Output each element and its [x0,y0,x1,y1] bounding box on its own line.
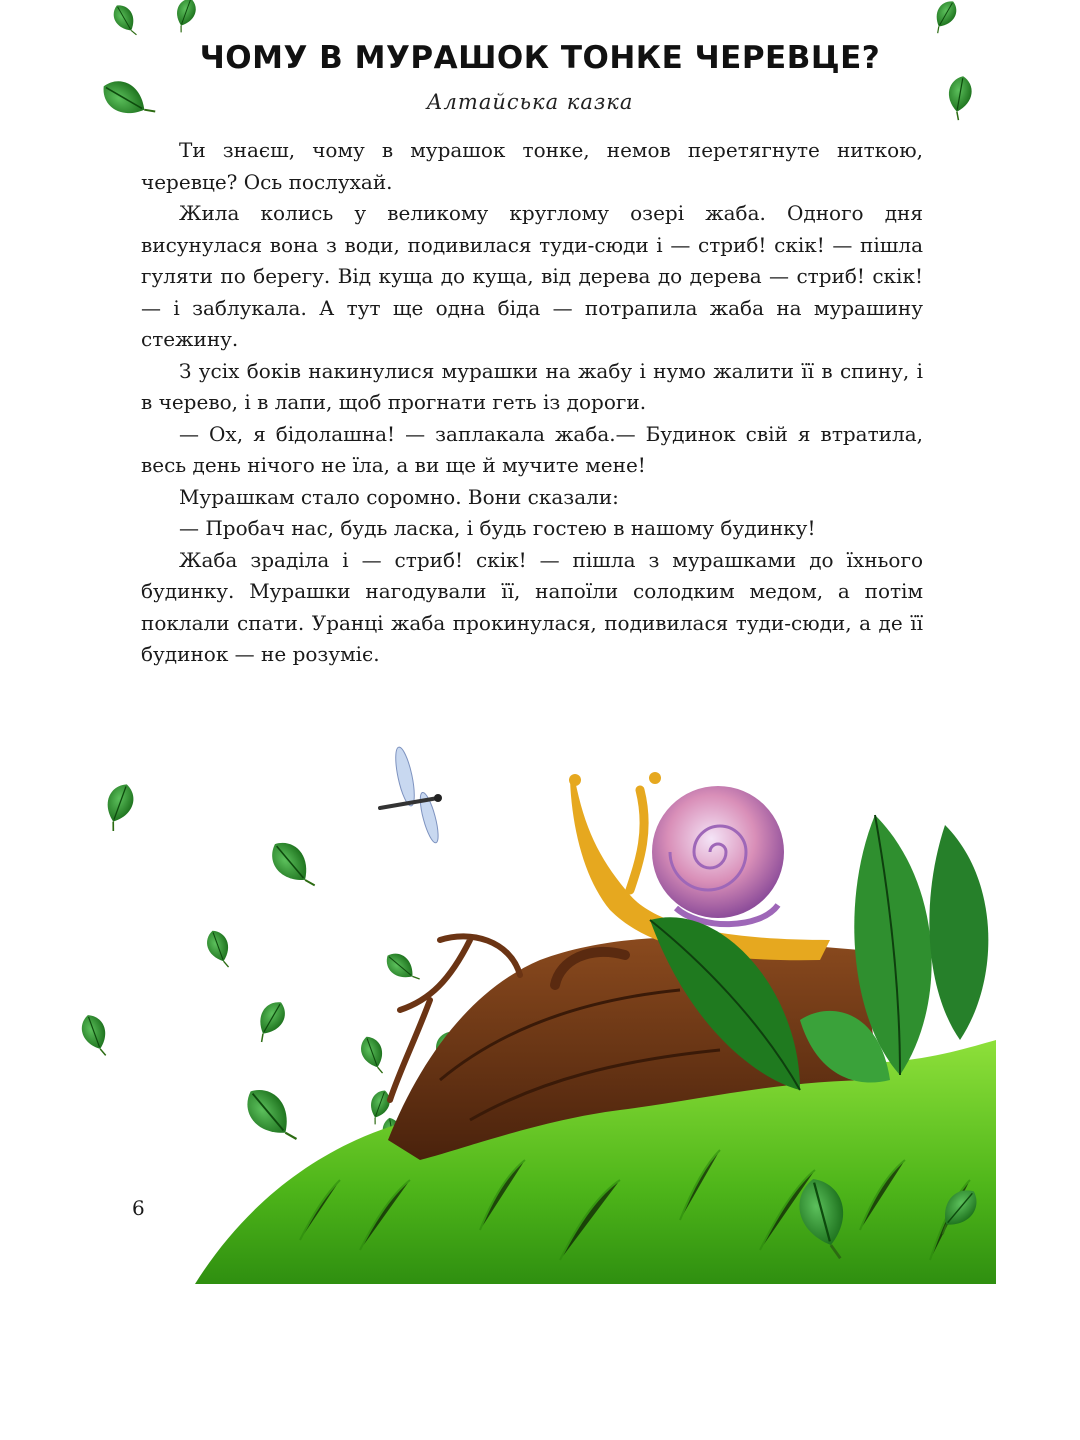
paragraph: Ти знаєш, чому в мурашок тонке, немов перетягнуте ниткою, черевце? Ось послухай. [141,138,923,194]
dragonfly-icon [380,746,442,845]
page-number: 6 [132,1196,145,1220]
story-text [141,135,923,671]
paragraph: Мурашкам стало соромно. Вони сказали: [179,484,619,509]
paragraph: Жила колись у великому круглому озері жаба. Одного дня висунулася вона з води, подивилася туди-сюди і — стриб! скік! — пішла гуляти по берегу. Від куща до куща, від дерева до дерева — стриб! скік! — і заблукала. А тут ще одна біда — потрапила жаба на мурашину стежину. [141,201,923,351]
leaf-icon [77,780,459,1154]
paragraph: — Ох, я бідолашна! — заплакала жаба.— Будинок свій я втратила, весь день нічого не їла, а ви ще й мучите мене! [141,421,923,477]
paragraph: Жаба зраділа і — стриб! скік! — пішла з мурашками до їхнього будинку. Мурашки нагодували її, напоїли солодким медом, а потім поклали спати. Уранці жаба прокинулася, подивилася туди-сюди, а де її будинок — не розуміє. [141,547,923,666]
page-title: ЧОМУ В МУРАШОК ТОНКЕ ЧЕРЕВЦЕ? [199,40,881,76]
paragraph: — Пробач нас, будь ласка, і будь гостею в нашому будинку! [179,516,816,540]
paragraph: З усіх боків накинулися мурашки на жабу і нумо жалити її в спину, і в черево, і в лапи, щоб прогнати геть із дороги. [141,358,923,414]
page-subtitle: Алтайська казка [426,90,634,114]
